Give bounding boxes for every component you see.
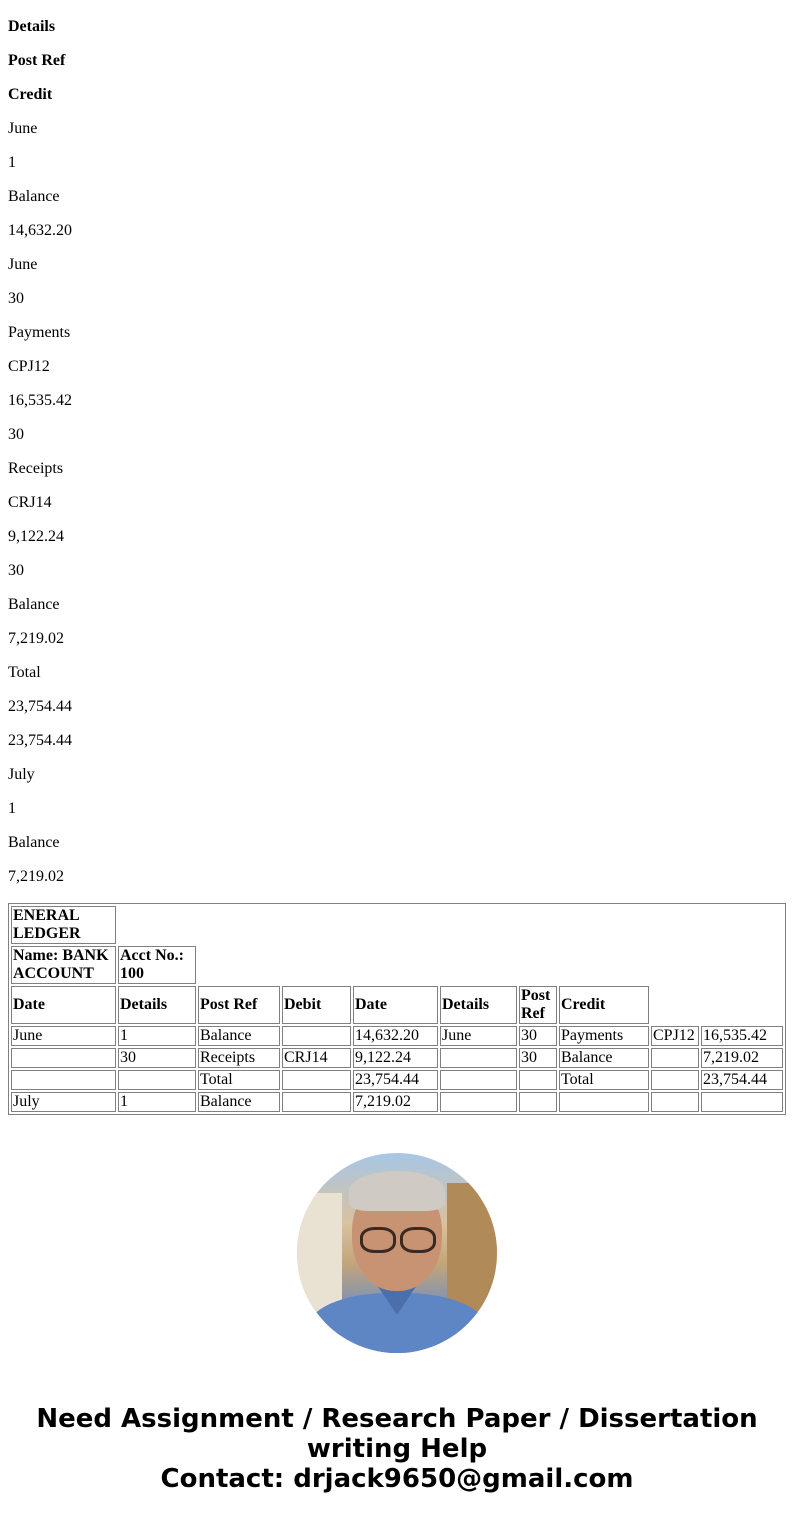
ledger-cell: Balance bbox=[198, 1026, 280, 1046]
ledger-cell bbox=[11, 1070, 116, 1090]
ledger-cell: 16,535.42 bbox=[701, 1026, 783, 1046]
text-line: Details bbox=[8, 18, 56, 35]
ledger-cell bbox=[440, 1070, 517, 1090]
spacer-cell bbox=[118, 906, 783, 944]
general-ledger-table bbox=[8, 903, 786, 1115]
header-credit: Credit bbox=[559, 986, 649, 1024]
ledger-cell bbox=[559, 1092, 649, 1112]
spacer-cell bbox=[198, 946, 783, 984]
ledger-cell bbox=[651, 1048, 699, 1068]
text-line: Balance bbox=[8, 188, 60, 205]
text-line: 23,754.44 bbox=[8, 732, 72, 749]
ledger-cell bbox=[11, 1048, 116, 1068]
text-line: 30 bbox=[8, 562, 24, 579]
avatar-background-left bbox=[297, 1193, 342, 1313]
header-post-ref-credit: Post Ref bbox=[519, 986, 557, 1024]
text-line: Post Ref bbox=[8, 52, 66, 69]
spacer-cell bbox=[701, 986, 783, 1024]
glasses-icon bbox=[360, 1227, 396, 1253]
glasses-icon bbox=[400, 1227, 436, 1253]
ledger-row bbox=[11, 1070, 783, 1090]
text-line: 14,632.20 bbox=[8, 222, 72, 239]
ledger-cell: Balance bbox=[198, 1092, 280, 1112]
ledger-cell bbox=[118, 1070, 196, 1090]
ledger-row bbox=[11, 1026, 783, 1046]
ledger-cell: Total bbox=[198, 1070, 280, 1090]
text-line: Balance bbox=[8, 596, 60, 613]
ledger-title: ENERAL LEDGER bbox=[11, 906, 116, 944]
header-debit: Debit bbox=[282, 986, 351, 1024]
text-line: 9,122.24 bbox=[8, 528, 64, 545]
ledger-cell: June bbox=[11, 1026, 116, 1046]
ledger-cell: 1 bbox=[118, 1092, 196, 1112]
ledger-cell: Payments bbox=[559, 1026, 649, 1046]
text-line: CRJ14 bbox=[8, 494, 52, 511]
ledger-cell: Balance bbox=[559, 1048, 649, 1068]
avatar-background-right bbox=[447, 1183, 497, 1313]
ledger-cell: 30 bbox=[519, 1026, 557, 1046]
text-line: Receipts bbox=[8, 460, 64, 477]
text-line: CPJ12 bbox=[8, 358, 50, 375]
text-line: July bbox=[8, 766, 35, 783]
ledger-cell: 23,754.44 bbox=[353, 1070, 438, 1090]
ledger-cell: 7,219.02 bbox=[701, 1048, 783, 1068]
text-line: Payments bbox=[8, 324, 71, 341]
text-line: 23,754.44 bbox=[8, 698, 72, 715]
text-line: 1 bbox=[8, 800, 16, 817]
text-line: 7,219.02 bbox=[8, 868, 64, 885]
ledger-cell bbox=[701, 1092, 783, 1112]
ledger-row bbox=[11, 1048, 783, 1068]
text-line: June bbox=[8, 256, 38, 273]
text-line: Credit bbox=[8, 86, 53, 103]
spacer-cell bbox=[651, 986, 699, 1024]
account-number: Acct No.: 100 bbox=[118, 946, 196, 984]
header-date-debit: Date bbox=[11, 986, 116, 1024]
ledger-cell: 30 bbox=[118, 1048, 196, 1068]
promo-contact: Contact: drjack9650@gmail.com bbox=[160, 1464, 634, 1494]
ledger-cell bbox=[519, 1070, 557, 1090]
ledger-cell bbox=[651, 1070, 699, 1090]
avatar-hair bbox=[349, 1171, 445, 1211]
account-name: Name: BANK ACCOUNT bbox=[11, 946, 116, 984]
header-details-credit: Details bbox=[440, 986, 517, 1024]
promo-banner bbox=[0, 1404, 794, 1494]
ledger-cell: 7,219.02 bbox=[353, 1092, 438, 1112]
ledger-cell: 1 bbox=[118, 1026, 196, 1046]
header-post-ref-debit: Post Ref bbox=[198, 986, 280, 1024]
text-line: 16,535.42 bbox=[8, 392, 72, 409]
ledger-account-row bbox=[11, 946, 783, 984]
text-line: June bbox=[8, 120, 38, 137]
ledger-header-row bbox=[11, 986, 783, 1024]
ledger-row bbox=[11, 1092, 783, 1112]
ledger-cell bbox=[440, 1092, 517, 1112]
ledger-cell bbox=[440, 1048, 517, 1068]
promo-line: writing Help bbox=[306, 1434, 488, 1464]
text-line: Balance bbox=[8, 834, 60, 851]
ledger-cell bbox=[282, 1070, 351, 1090]
ledger-cell bbox=[282, 1026, 351, 1046]
ledger-cell: 9,122.24 bbox=[353, 1048, 438, 1068]
ledger-cell: 23,754.44 bbox=[701, 1070, 783, 1090]
ledger-cell: CPJ12 bbox=[651, 1026, 699, 1046]
text-line: Total bbox=[8, 664, 41, 681]
ledger-cell: June bbox=[440, 1026, 517, 1046]
ledger-title-row bbox=[11, 906, 783, 944]
ledger-text-lines bbox=[8, 18, 72, 902]
header-details-debit: Details bbox=[118, 986, 196, 1024]
ledger-cell bbox=[282, 1092, 351, 1112]
text-line: 1 bbox=[8, 154, 16, 171]
author-avatar bbox=[297, 1153, 497, 1353]
ledger-cell: 14,632.20 bbox=[353, 1026, 438, 1046]
ledger-cell: Total bbox=[559, 1070, 649, 1090]
header-date-credit: Date bbox=[353, 986, 438, 1024]
ledger-cell: July bbox=[11, 1092, 116, 1112]
ledger-cell: CRJ14 bbox=[282, 1048, 351, 1068]
ledger-cell: Receipts bbox=[198, 1048, 280, 1068]
text-line: 30 bbox=[8, 290, 24, 307]
ledger-cell: 30 bbox=[519, 1048, 557, 1068]
ledger-cell bbox=[651, 1092, 699, 1112]
text-line: 7,219.02 bbox=[8, 630, 64, 647]
text-line: 30 bbox=[8, 426, 24, 443]
promo-line: Need Assignment / Research Paper / Dissertation bbox=[36, 1404, 758, 1434]
ledger-body bbox=[11, 1026, 783, 1112]
ledger-cell bbox=[519, 1092, 557, 1112]
